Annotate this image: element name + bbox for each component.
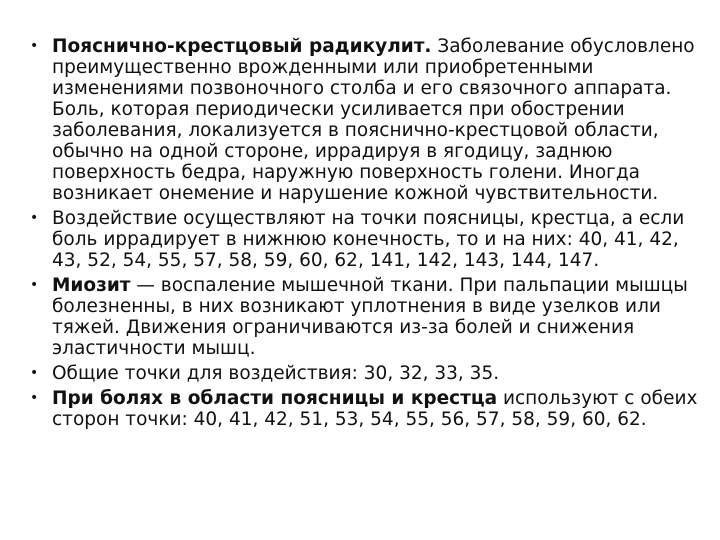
item-text: Заболевание обусловлено преимущественно врожденными или приобретенными изменениями позвоночного столба и его связочного аппарата. Боль, которая периодически усиливается при обострении заболевания, локализуется в пояснично-крестцовой области, обычно на одной стороне, иррадируя в ягодицу, заднюю поверхность бедра, наружную поверхность голени. Иногда возникает онемение и нарушение кожной чувствительности. [52, 36, 695, 204]
bullet-dot-icon: • [30, 38, 39, 54]
item-text: Воздействие осуществляют на точки поясницы, крестца, а если боль иррадирует в нижнюю конечность, то и на них: 40, 41, 42, 43, 52, 54, 55, 57, 58, 59, 60, 62, 141, 142, 143, 144, 147. [52, 208, 685, 271]
item-heading: Миозит [52, 275, 131, 296]
item-text: используют с обеих сторон точки: 40, 41, 42, 51, 53, 54, 55, 56, 57, 58, 59, 60, 62. [52, 388, 698, 430]
bullet-dot-icon: • [30, 390, 39, 406]
item-heading: Пояснично-крестцовый радикулит. [52, 36, 432, 57]
list-item [30, 208, 700, 271]
list-item [30, 388, 700, 430]
bullet-dot-icon: • [30, 277, 39, 293]
bullet-dot-icon: • [30, 210, 39, 226]
list-item [30, 275, 700, 359]
list-item [30, 36, 700, 204]
item-heading: При болях в области поясницы и крестца [52, 388, 498, 409]
item-text: — воспаление мышечной ткани. При пальпации мышцы болезненны, в них возникают уплотнения в виде узелков или тяжей. Движения ограничиваются из-за болей и снижения эластичности мышц. [52, 275, 688, 359]
bullet-dot-icon: • [30, 365, 39, 381]
item-text: Общие точки для воздействия: 30, 32, 33, 35. [52, 363, 500, 384]
list-item [30, 363, 700, 384]
bullet-list [30, 36, 700, 430]
